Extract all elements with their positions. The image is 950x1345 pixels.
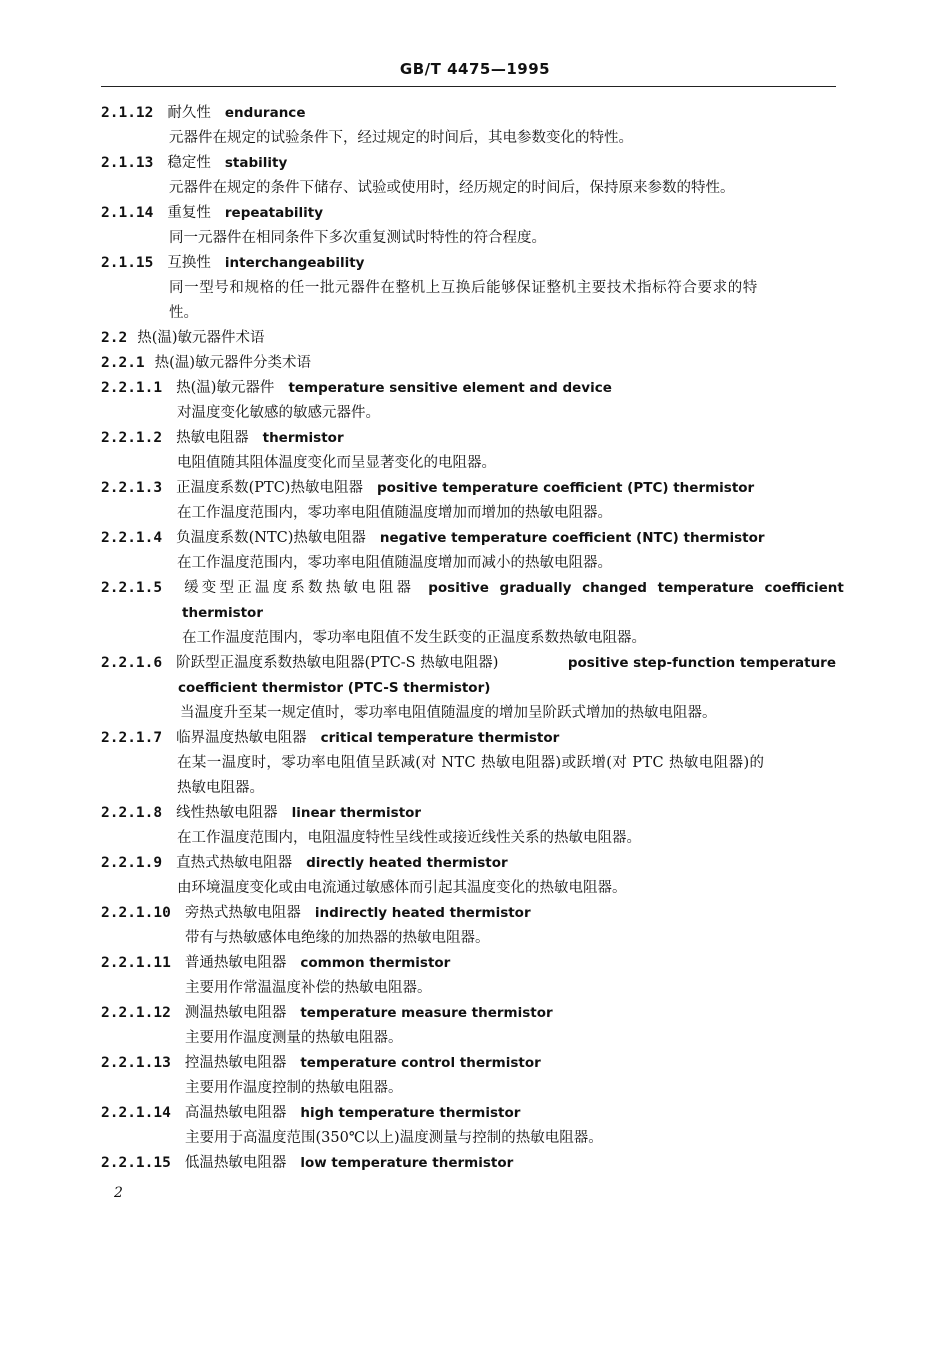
term-heading (101, 201, 836, 226)
term-en: indirectly heated thermistor (314, 905, 531, 921)
term-zh: 控温热敏电阻器 (184, 1055, 287, 1071)
term-number: 2.2.1.13 (101, 1055, 171, 1071)
header-rule (101, 86, 836, 87)
term-en-cont (101, 676, 836, 701)
term-definition: 当温度升至某一规定值时，零功率电阻值随温度的增加呈阶跃式增加的热敏电阻器。 (180, 705, 717, 721)
term-definition: 主要用作常温温度补偿的热敏电阻器。 (185, 980, 432, 996)
term-heading (101, 576, 844, 601)
term-zh: 高温热敏电阻器 (184, 1105, 287, 1121)
term-zh: 直热式热敏电阻器 (176, 855, 293, 871)
term-number: 2.1.14 (101, 205, 154, 221)
term-zh: 临界温度热敏电阻器 (176, 730, 307, 746)
term-en: repeatability (224, 205, 323, 221)
term-number: 2.2.1.14 (101, 1105, 171, 1121)
term-definition: 元器件在规定的试验条件下，经过规定的时间后，其电参数变化的特性。 (169, 130, 633, 146)
term-zh: 稳定性 (167, 155, 211, 171)
term-definition: 同一型号和规格的任一批元器件在整机上互换后能够保证整机主要技术指标符合要求的特 (169, 280, 758, 296)
term-heading (101, 851, 836, 876)
term-definition-cont: 性。 (169, 305, 198, 321)
term-heading (101, 526, 836, 551)
term-en: linear thermistor (291, 805, 422, 821)
term-heading (101, 901, 836, 926)
term-number: 2.2.1.9 (101, 855, 163, 871)
term-definition: 在工作温度范围内，零功率电阻值不发生跃变的正温度系数热敏电阻器。 (182, 630, 646, 646)
term-zh: 正温度系数(PTC)热敏电阻器 (176, 480, 363, 496)
term-zh: 普通热敏电阻器 (184, 955, 287, 971)
term-en-line2: thermistor (182, 605, 263, 621)
term-en: high temperature thermistor (300, 1105, 521, 1121)
term-heading (101, 651, 836, 676)
term-en: temperature control thermistor (300, 1055, 541, 1071)
term-heading (101, 1051, 836, 1076)
page-header: GB/T 4475—1995 (399, 60, 551, 78)
term-en: stability (224, 155, 288, 171)
term-en: directly heated thermistor (306, 855, 508, 871)
term-heading (101, 801, 836, 826)
term-number: 2.2.1.12 (101, 1005, 171, 1021)
subsection-number: 2.2.1 (101, 355, 145, 371)
subsection-title: 热(温)敏元器件分类术语 (154, 355, 311, 371)
term-number: 2.2.1.1 (101, 380, 163, 396)
term-zh: 旁热式热敏电阻器 (184, 905, 301, 921)
term-en: positive step-function temperature (567, 655, 836, 671)
term-heading (101, 101, 836, 126)
term-definition: 主要用作温度控制的热敏电阻器。 (185, 1080, 403, 1096)
term-zh: 线性热敏电阻器 (176, 805, 278, 821)
page-number: 2 (114, 1185, 123, 1201)
term-zh: 测温热敏电阻器 (184, 1005, 287, 1021)
term-number: 2.1.15 (101, 255, 154, 271)
term-en: common thermistor (300, 955, 451, 971)
term-definition: 电阻值随其阻体温度变化而呈显著变化的电阻器。 (177, 455, 496, 471)
term-heading (101, 1101, 836, 1126)
term-heading (101, 151, 836, 176)
term-zh: 重复性 (167, 205, 211, 221)
term-zh: 低温热敏电阻器 (184, 1155, 287, 1171)
term-zh: 热(温)敏元器件 (176, 380, 275, 396)
term-en: thermistor (262, 430, 344, 446)
term-heading (101, 251, 836, 276)
term-heading (101, 426, 836, 451)
term-number: 2.2.1.6 (101, 655, 163, 671)
term-en-cont (101, 601, 836, 626)
term-number: 2.2.1.5 (101, 580, 163, 596)
term-definition: 在工作温度范围内，零功率电阻值随温度增加而增加的热敏电阻器。 (177, 505, 612, 521)
term-definition: 带有与热敏感体电绝缘的加热器的热敏电阻器。 (185, 930, 490, 946)
term-number: 2.2.1.7 (101, 730, 163, 746)
term-en: endurance (224, 105, 306, 121)
term-definition: 主要用作温度测量的热敏电阻器。 (185, 1030, 403, 1046)
section-heading (101, 326, 836, 351)
term-definition: 主要用于高温度范围(350℃以上)温度测量与控制的热敏电阻器。 (185, 1130, 603, 1146)
term-zh: 缓变型正温度系数热敏电阻器 (184, 580, 415, 596)
term-number: 2.2.1.10 (101, 905, 171, 921)
term-definition: 同一元器件在相同条件下多次重复测试时特性的符合程度。 (169, 230, 546, 246)
term-heading (101, 1001, 836, 1026)
term-number: 2.2.1.8 (101, 805, 163, 821)
term-number: 2.1.12 (101, 105, 154, 121)
term-en: negative temperature coefficient (NTC) thermistor (379, 530, 765, 546)
term-heading (101, 726, 836, 751)
term-heading (101, 476, 836, 501)
term-definition: 元器件在规定的条件下储存、试验或使用时，经历规定的时间后，保持原来参数的特性。 (169, 180, 735, 196)
term-en: temperature measure thermistor (300, 1005, 553, 1021)
term-zh: 互换性 (167, 255, 211, 271)
term-en: interchangeability (224, 255, 365, 271)
term-zh: 热敏电阻器 (176, 430, 249, 446)
term-en: low temperature thermistor (300, 1155, 514, 1171)
section-title: 热(温)敏元器件术语 (137, 330, 265, 346)
term-number: 2.2.1.2 (101, 430, 163, 446)
term-heading (101, 1151, 836, 1176)
term-definition: 在工作温度范围内，电阻温度特性呈线性或接近线性关系的热敏电阻器。 (177, 830, 641, 846)
term-en-line2: coefficient thermistor (PTC-S thermistor) (178, 680, 491, 696)
term-number: 2.2.1.11 (101, 955, 171, 971)
term-number: 2.2.1.4 (101, 530, 163, 546)
term-en: critical temperature thermistor (320, 730, 560, 746)
term-zh: 负温度系数(NTC)热敏电阻器 (176, 530, 366, 546)
term-number: 2.2.1.15 (101, 1155, 171, 1171)
term-number: 2.2.1.3 (101, 480, 163, 496)
term-zh: 耐久性 (167, 105, 211, 121)
term-en: positive temperature coefficient (PTC) thermistor (376, 480, 755, 496)
term-heading (101, 376, 836, 401)
term-heading (101, 951, 836, 976)
term-definition-cont: 热敏电阻器。 (177, 780, 264, 796)
term-definition: 在工作温度范围内，零功率电阻值随温度增加而减小的热敏电阻器。 (177, 555, 612, 571)
term-en: temperature sensitive element and device (288, 380, 612, 396)
term-definition: 在某一温度时，零功率电阻值呈跃减(对 NTC 热敏电阻器)或跃增(对 PTC 热敏电阻器)的 (177, 755, 765, 771)
document-body (101, 101, 844, 1176)
subsection-heading (101, 351, 836, 376)
term-number: 2.1.13 (101, 155, 154, 171)
term-definition: 对温度变化敏感的敏感元器件。 (177, 405, 380, 421)
section-number: 2.2 (101, 330, 128, 346)
term-definition: 由环境温度变化或由电流通过敏感体而引起其温度变化的热敏电阻器。 (177, 880, 627, 896)
term-en: positive gradually changed temperature coefficient (428, 580, 844, 596)
term-zh: 阶跃型正温度系数热敏电阻器(PTC-S 热敏电阻器) (176, 655, 499, 671)
